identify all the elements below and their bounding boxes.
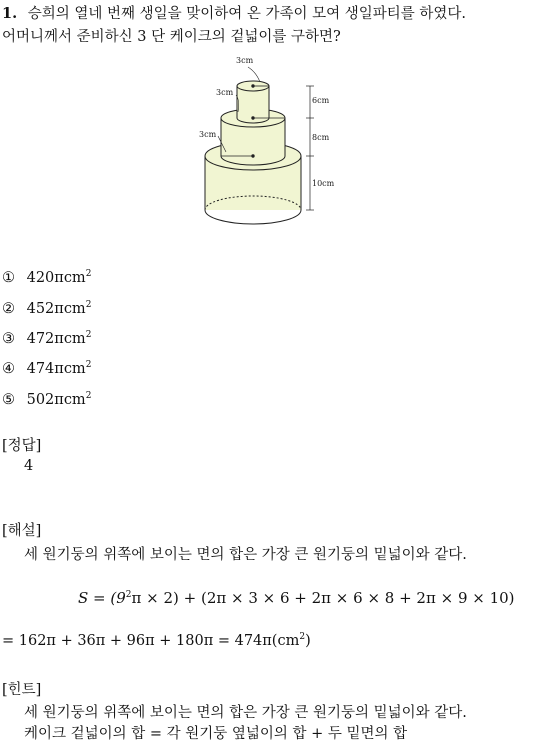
cake-figure	[190, 52, 350, 232]
radius-label-bottom: 3cm	[199, 130, 217, 139]
radius-label-top: 3cm	[236, 56, 254, 65]
choice-3[interactable]: ③ 472πcm$^2$	[2, 330, 92, 347]
explanation-text: 세 원기둥의 위쪽에 보이는 면의 합은 가장 큰 원기둥의 밑넓이와 같다.	[24, 547, 467, 563]
choice-mark: ②	[2, 301, 15, 317]
question-line-1	[2, 2, 466, 23]
hint-label: [힌트]	[2, 682, 42, 698]
explanation-formula: $S = (9^2\pi \times 2) + (2\pi \times 3 \times 6 + 2\pi \times 6 \times 8 + 2\pi \times 9 \times 10)$	[78, 589, 515, 607]
bottom-tier-front-bottom	[205, 210, 301, 224]
radius-label-middle: 3cm	[216, 88, 234, 97]
choice-2[interactable]: ② 452πcm$^2$	[2, 300, 92, 317]
choice-mark: ③	[2, 331, 15, 347]
explanation-result: = $162\pi + 36\pi + 96\pi + 180\pi = 474\pi(cm^2)$	[2, 632, 311, 649]
height-label-middle: 8cm	[312, 133, 330, 142]
height-label-top: 6cm	[312, 96, 330, 105]
choice-mark: ④	[2, 361, 15, 377]
explanation-label: [해설]	[2, 523, 42, 539]
hint-text-2: 케이크 겉넓이의 합 = 각 원기둥 옆넓이의 합 + 두 밑면의 합	[24, 726, 408, 742]
choice-4[interactable]: ④ 474πcm$^2$	[2, 360, 92, 377]
question-text-2: 어머니께서 준비하신 3 단 케이크의 겉넓이를 구하면?	[2, 29, 341, 45]
question-text-1: 승희의 열네 번째 생일을 맞이하여 온 가족이 모여 생일파티를 하였다.	[27, 6, 467, 22]
answer-label: [정답]	[2, 438, 42, 454]
hint-text-1: 세 원기둥의 위쪽에 보이는 면의 합은 가장 큰 원기둥의 밑넓이와 같다.	[24, 705, 467, 721]
choice-1[interactable]: ① 420πcm$^2$	[2, 269, 92, 286]
choice-mark: ①	[2, 270, 15, 286]
choice-5[interactable]: ⑤ 502πcm$^2$	[2, 391, 92, 408]
choice-mark: ⑤	[2, 392, 15, 408]
answer-value: 4	[24, 458, 34, 474]
height-label-bottom: 10cm	[312, 179, 335, 188]
question-number: 1.	[2, 5, 18, 22]
